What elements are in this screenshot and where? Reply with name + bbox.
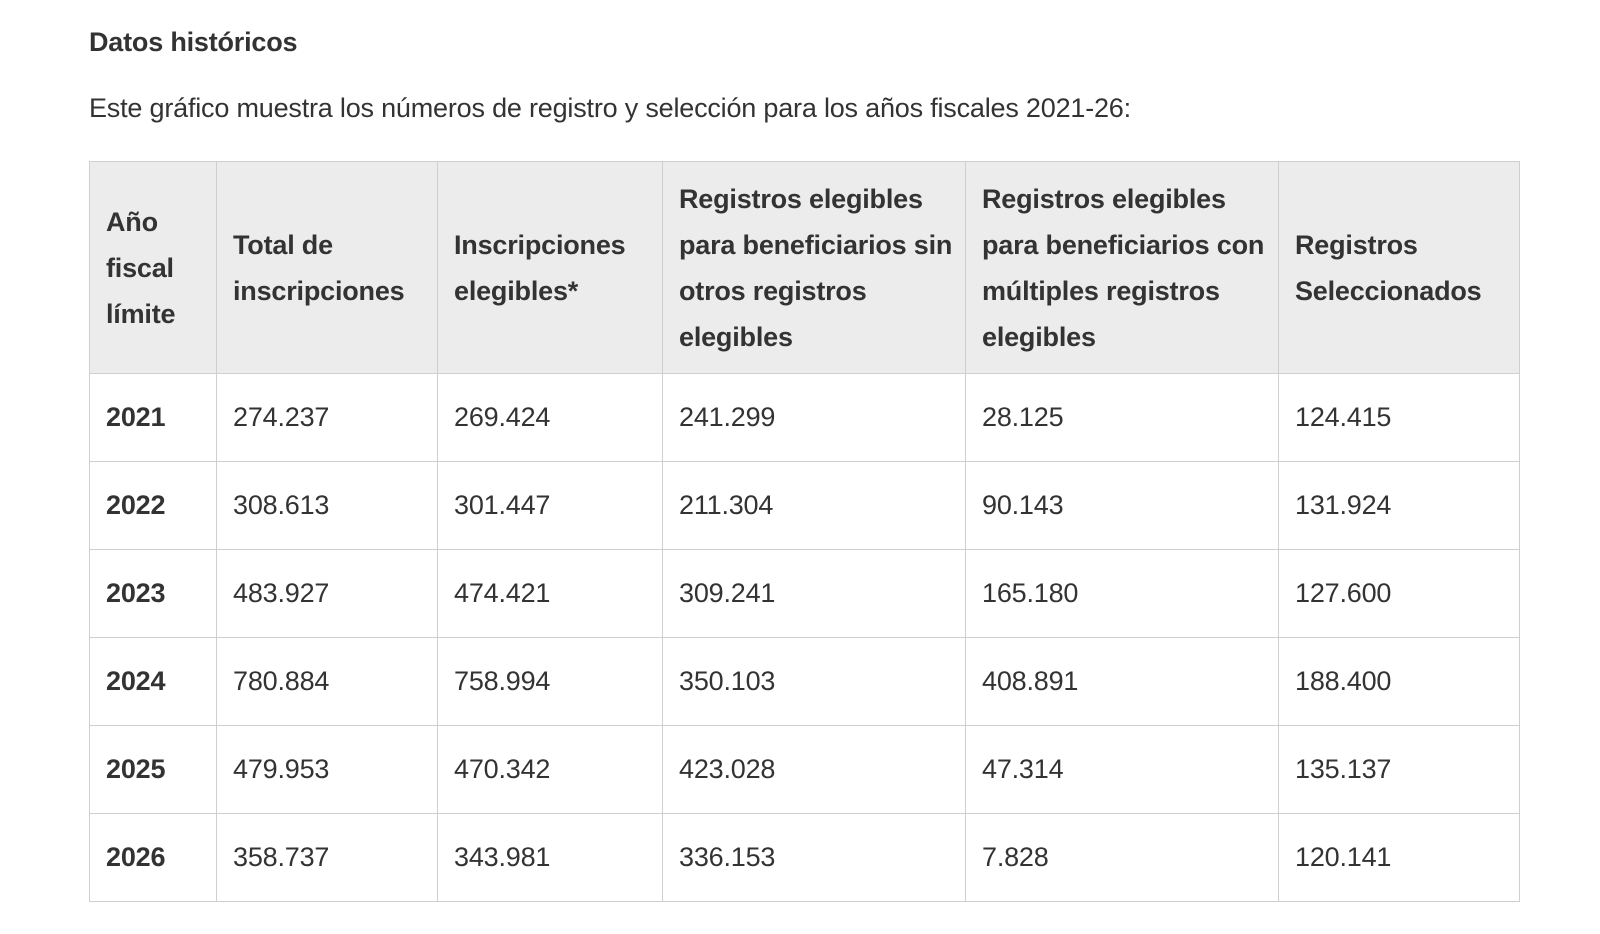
header-selected: Registros Seleccionados bbox=[1279, 162, 1520, 374]
table-cell: 474.421 bbox=[438, 550, 663, 638]
table-cell: 274.237 bbox=[217, 374, 438, 462]
table-cell: 408.891 bbox=[966, 638, 1279, 726]
table-cell: 483.927 bbox=[217, 550, 438, 638]
table-cell: 301.447 bbox=[438, 462, 663, 550]
table-cell: 309.241 bbox=[663, 550, 966, 638]
header-eligible-single: Registros elegibles para beneficiarios sin otros registros elegibles bbox=[663, 162, 966, 374]
table-row bbox=[90, 726, 1520, 814]
year-cell: 2021 bbox=[90, 374, 217, 462]
table-cell: 120.141 bbox=[1279, 814, 1520, 902]
table-cell: 47.314 bbox=[966, 726, 1279, 814]
table-cell: 90.143 bbox=[966, 462, 1279, 550]
table-cell: 241.299 bbox=[663, 374, 966, 462]
table-cell: 350.103 bbox=[663, 638, 966, 726]
table-cell: 336.153 bbox=[663, 814, 966, 902]
table-cell: 135.137 bbox=[1279, 726, 1520, 814]
table-cell: 269.424 bbox=[438, 374, 663, 462]
table-cell: 131.924 bbox=[1279, 462, 1520, 550]
table-cell: 423.028 bbox=[663, 726, 966, 814]
header-total-registrations: Total de inscripciones bbox=[217, 162, 438, 374]
table-cell: 308.613 bbox=[217, 462, 438, 550]
table-cell: 28.125 bbox=[966, 374, 1279, 462]
table-header bbox=[90, 162, 1520, 374]
table-cell: 343.981 bbox=[438, 814, 663, 902]
table-cell: 470.342 bbox=[438, 726, 663, 814]
header-eligible-registrations: Inscripciones elegibles* bbox=[438, 162, 663, 374]
table-cell: 211.304 bbox=[663, 462, 966, 550]
table-cell: 124.415 bbox=[1279, 374, 1520, 462]
registration-table bbox=[89, 161, 1520, 902]
table-header-row bbox=[90, 162, 1520, 374]
year-cell: 2026 bbox=[90, 814, 217, 902]
table-body bbox=[90, 374, 1520, 902]
table-cell: 780.884 bbox=[217, 638, 438, 726]
table-cell: 758.994 bbox=[438, 638, 663, 726]
table-row bbox=[90, 814, 1520, 902]
intro-text: Este gráfico muestra los números de registro y selección para los años fiscales 2021-26: bbox=[89, 93, 1131, 123]
section-title: Datos históricos bbox=[89, 27, 298, 57]
year-cell: 2025 bbox=[90, 726, 217, 814]
year-cell: 2023 bbox=[90, 550, 217, 638]
table-row bbox=[90, 550, 1520, 638]
table-row bbox=[90, 462, 1520, 550]
table-row bbox=[90, 374, 1520, 462]
year-cell: 2024 bbox=[90, 638, 217, 726]
table-cell: 127.600 bbox=[1279, 550, 1520, 638]
table-cell: 7.828 bbox=[966, 814, 1279, 902]
header-fiscal-year: Año fiscal límite bbox=[90, 162, 217, 374]
header-eligible-multiple: Registros elegibles para beneficiarios con múltiples registros elegibles bbox=[966, 162, 1279, 374]
year-cell: 2022 bbox=[90, 462, 217, 550]
table-row bbox=[90, 638, 1520, 726]
historical-data-section bbox=[89, 22, 1519, 872]
table-cell: 358.737 bbox=[217, 814, 438, 902]
table-cell: 479.953 bbox=[217, 726, 438, 814]
table-cell: 188.400 bbox=[1279, 638, 1520, 726]
table-cell: 165.180 bbox=[966, 550, 1279, 638]
